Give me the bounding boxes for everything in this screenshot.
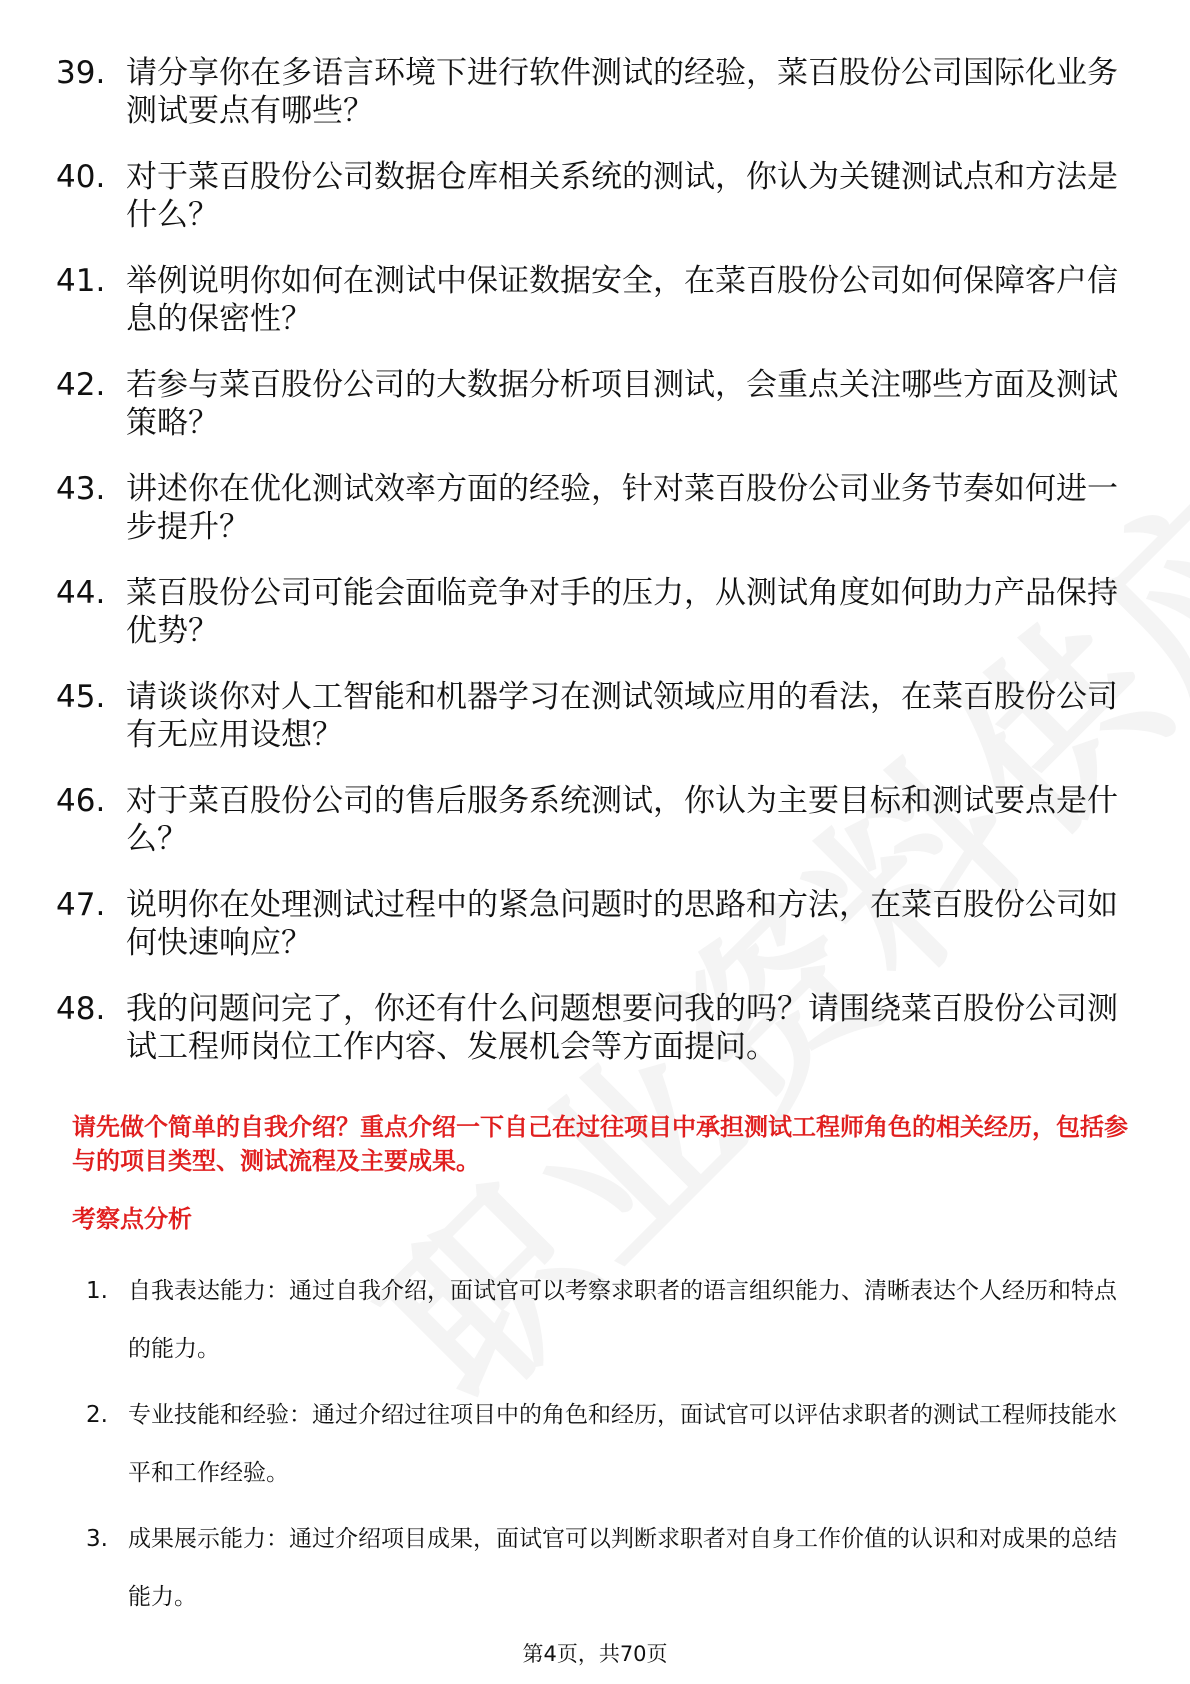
question-number: 44. [56,575,106,611]
analysis-text: 专业技能和经验：通过介绍过往项目中的角色和经历，面试官可以评估求职者的测试工程师技能水平和工作经验。 [128,1402,1117,1486]
analysis-number: 2. [86,1402,108,1428]
analysis-text: 成果展示能力：通过介绍项目成果，面试官可以判断求职者对自身工作价值的认识和对成果的总结能力。 [128,1526,1117,1610]
question-item [56,990,1136,1094]
analysis-text: 自我表达能力：通过自我介绍，面试官可以考察求职者的语言组织能力、清晰表达个人经历和特点的能力。 [128,1278,1117,1362]
page-footer: 第4页，共70页 [522,1642,668,1666]
question-item [56,158,1136,262]
question-text: 对于菜百股份公司的售后服务系统测试，你认为主要目标和测试要点是什么？ [126,783,1118,857]
analysis-item [86,1276,1136,1400]
question-text: 讲述你在优化测试效率方面的经验，针对菜百股份公司业务节奏如何进一步提升？ [126,471,1118,545]
question-item [56,470,1136,574]
analysis-item [86,1400,1136,1524]
question-text: 若参与菜百股份公司的大数据分析项目测试，会重点关注哪些方面及测试策略？ [126,367,1118,441]
question-item [56,574,1136,678]
question-text: 请谈谈你对人工智能和机器学习在测试领域应用的看法，在菜百股份公司有无应用设想？ [126,679,1118,753]
question-item [56,678,1136,782]
question-number: 47. [56,887,106,923]
question-number: 42. [56,367,106,403]
question-number: 40. [56,159,106,195]
question-number: 43. [56,471,106,507]
analysis-number: 3. [86,1526,108,1552]
question-number: 45. [56,679,106,715]
analysis-number: 1. [86,1278,108,1304]
question-number: 46. [56,783,106,819]
question-number: 41. [56,263,106,299]
analysis-list [86,1276,1136,1648]
question-text: 举例说明你如何在测试中保证数据安全，在菜百股份公司如何保障客户信息的保密性？ [126,263,1118,337]
focus-question: 请先做个简单的自我介绍？重点介绍一下自己在过往项目中承担测试工程师角色的相关经历，包括参与的项目类型、测试流程及主要成果。 [72,1113,1128,1175]
question-item [56,262,1136,366]
question-item [56,886,1136,990]
question-item [56,782,1136,886]
question-text: 对于菜百股份公司数据仓库相关系统的测试，你认为关键测试点和方法是什么？ [126,159,1118,233]
question-number: 48. [56,991,106,1027]
question-item [56,54,1136,158]
question-text: 请分享你在多语言环境下进行软件测试的经验，菜百股份公司国际化业务测试要点有哪些？ [126,55,1118,129]
analysis-heading: 考察点分析 [72,1205,192,1233]
analysis-item [86,1524,1136,1648]
question-list [56,54,1136,1094]
question-item [56,366,1136,470]
question-text: 菜百股份公司可能会面临竞争对手的压力，从测试角度如何助力产品保持优势？ [126,575,1118,649]
question-text: 说明你在处理测试过程中的紧急问题时的思路和方法，在菜百股份公司如何快速响应？ [126,887,1118,961]
question-number: 39. [56,55,106,91]
question-text: 我的问题问完了，你还有什么问题想要问我的吗？请围绕菜百股份公司测试工程师岗位工作内容、发展机会等方面提问。 [126,991,1118,1065]
